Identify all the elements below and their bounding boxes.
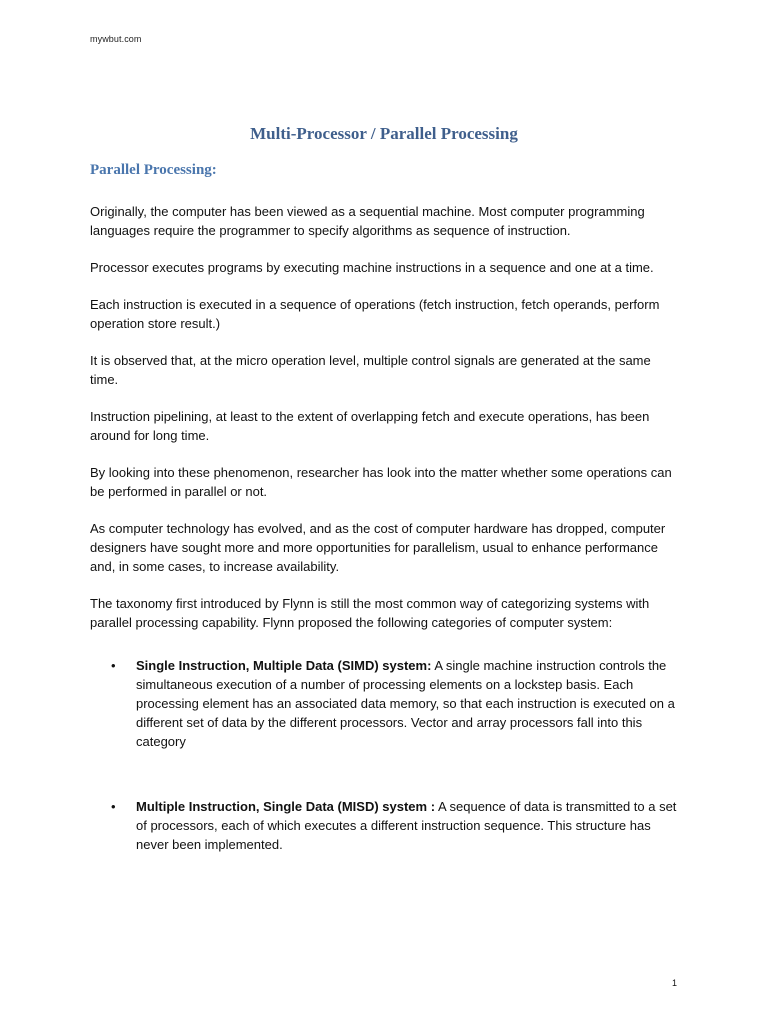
paragraph: It is observed that, at the micro operation level, multiple control signals are generated at the same time.: [90, 353, 651, 387]
bullet-text: A single machine instruction controls the simultaneous execution of a number of processing elements on a lockstep basis. Each processing element has an associated data memory, so that each instruction is executed on a different set of data by the different processors. Vector and array processors fall into this category: [136, 658, 675, 749]
bullet-term: Single Instruction, Multiple Data (SIMD) system:: [136, 658, 432, 673]
list-item: [90, 797, 680, 854]
site-header-text: mywbut.com: [90, 34, 142, 44]
paragraph: By looking into these phenomenon, researcher has look into the matter whether some operations can be performed in parallel or not.: [90, 465, 672, 499]
list-item: [90, 656, 680, 751]
bullet-text: A sequence of data is transmitted to a set of processors, each of which executes a different instruction sequence. This structure has never been implemented.: [136, 799, 677, 852]
paragraph: Instruction pipelining, at least to the extent of overlapping fetch and execute operations, has been around for long time.: [90, 409, 650, 443]
paragraph: The taxonomy first introduced by Flynn is still the most common way of categorizing systems with parallel processing capability. Flynn proposed the following categories of computer system:: [90, 596, 650, 630]
document-title: Multi-Processor / Parallel Processing: [250, 124, 518, 143]
category-list: [90, 656, 680, 854]
page-number: 1: [672, 978, 678, 988]
bullet-icon: •: [111, 658, 116, 673]
paragraph: Each instruction is executed in a sequence of operations (fetch instruction, fetch operands, perform operation store result.): [90, 297, 660, 331]
paragraph: As computer technology has evolved, and as the cost of computer hardware has dropped, computer designers have sought more and more opportunities for parallelism, usual to enhance performance and, in some cases, to increase availability.: [90, 521, 666, 574]
paragraph: Originally, the computer has been viewed as a sequential machine. Most computer programming languages require the programmer to specify algorithms as sequence of instruction.: [90, 204, 645, 238]
section-heading: Parallel Processing:: [90, 162, 217, 178]
paragraph: Processor executes programs by executing machine instructions in a sequence and one at a time.: [90, 260, 654, 275]
bullet-icon: •: [111, 799, 116, 814]
document-body: [90, 202, 680, 854]
bullet-term: Multiple Instruction, Single Data (MISD) system :: [136, 799, 436, 814]
